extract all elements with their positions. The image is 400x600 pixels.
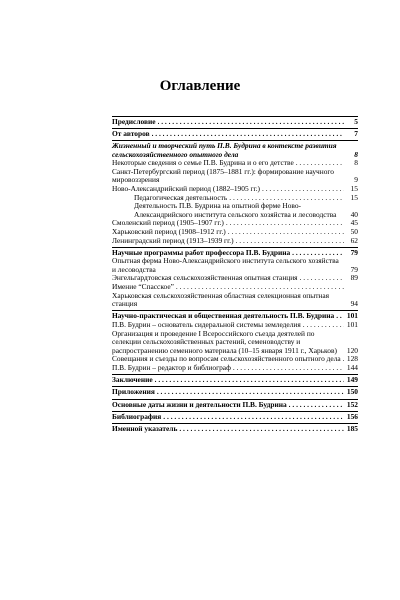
toc-page-number: 9 — [354, 175, 358, 185]
toc-entry-title: Научные программы работ профессора П.В. Будрина — [112, 247, 291, 257]
toc-entry-title: Жизненный и творческий путь П.В. Будрина в контексте развития сельскохозяйственного опытного дела — [112, 140, 337, 159]
toc-page-number: 150 — [346, 387, 358, 397]
toc-entry-title: Ленинградский период (1913–1939 гг.) — [112, 235, 234, 245]
toc-page-number: 45 — [350, 218, 358, 228]
toc-entry[interactable] — [112, 128, 358, 139]
toc-page-number: 5 — [354, 116, 358, 126]
toc-entry-title: Педагогическая деятельность — [134, 192, 228, 202]
table-of-contents — [112, 114, 358, 434]
toc-entry-title: Совещания и съезды по вопросам сельскохозяйственного опытного дела — [112, 354, 341, 364]
toc-page-number: 15 — [350, 192, 358, 202]
toc-page-number: 120 — [346, 345, 358, 355]
toc-page-number: 79 — [350, 247, 358, 257]
toc-page-number: 128 — [346, 354, 358, 364]
toc-page-number: 8 — [354, 158, 358, 168]
toc-page-number: 149 — [346, 375, 358, 385]
toc-entry-title: Опытная ферма Ново-Александрийского института сельского хозяйства и лесоводства — [112, 256, 339, 274]
toc-leader-dots — [289, 401, 344, 410]
toc-page-number: 94 — [350, 299, 358, 309]
toc-leader-dots — [262, 185, 344, 194]
toc-leader-dots — [226, 219, 344, 228]
toc-page-number: 89 — [350, 273, 358, 283]
toc-leader-dots — [155, 376, 344, 385]
toc-entry-title: Некоторые сведения о семье П.В. Будрина и о его детстве — [112, 158, 294, 168]
toc-entry-title: Приложения — [112, 387, 155, 397]
toc-entry[interactable] — [112, 202, 358, 219]
toc-entry[interactable] — [112, 292, 358, 309]
toc-entry-title: Организация и проведение I Всероссийского съезда деятелей по селекции сельскохозяйственных растений, семеноводству и распространению семенного материала (10–15 января 1911 г., Харьков) — [112, 328, 337, 355]
toc-entry-title: Основные даты жизни и деятельности П.В. Будрина — [112, 399, 287, 409]
toc-entry[interactable] — [112, 423, 358, 434]
toc-entry[interactable] — [112, 116, 358, 127]
toc-entry-title: Библиография — [112, 411, 162, 421]
toc-leader-dots — [163, 413, 344, 422]
toc-page-number: 40 — [350, 209, 358, 219]
toc-entry-title: Смоленский период (1905–1907 гг.) — [112, 218, 224, 228]
toc-entry[interactable] — [112, 168, 358, 185]
toc-entry-title: От авторов — [112, 128, 150, 138]
toc-page-number: 144 — [346, 363, 358, 372]
toc-leader-dots — [343, 355, 344, 364]
toc-page-number: 152 — [346, 399, 358, 409]
toc-entry-title: Предисловие — [112, 116, 156, 126]
toc-page-number: 15 — [350, 183, 358, 193]
toc-leader-dots — [158, 118, 344, 127]
toc-leader-dots — [233, 364, 344, 373]
toc-page-number: 101 — [346, 311, 358, 321]
toc-leader-dots — [157, 388, 344, 397]
toc-entry-title: Заключение — [112, 375, 153, 385]
toc-entry[interactable] — [112, 399, 358, 410]
toc-leader-dots — [228, 228, 344, 237]
toc-entry[interactable] — [112, 364, 358, 373]
toc-page-number: 101 — [346, 320, 358, 330]
toc-leader-dots — [236, 237, 344, 246]
toc-entry[interactable] — [112, 374, 358, 385]
toc-entry-title: П.В. Будрин – редактор и библиограф — [112, 363, 231, 372]
toc-entry-title: Энгельгардтовская сельскохозяйственная опытная станция — [112, 273, 298, 283]
toc-entry[interactable] — [112, 386, 358, 397]
toc-entry[interactable] — [112, 140, 358, 159]
toc-entry-title: Научно-практическая и общественная деятельность П.В. Будрина — [112, 311, 335, 321]
toc-page-number: 79 — [350, 264, 358, 274]
toc-entry-title: Харьковский период (1908–1912 гг.) — [112, 226, 226, 236]
toc-page-number: 185 — [346, 423, 358, 433]
toc-leader-dots — [336, 312, 344, 321]
toc-entry-title: П.В. Будрин – основатель сидеральной системы земледелия — [112, 320, 301, 330]
toc-entry-title: Харьковская сельскохозяйственная областная селекционная опытная станция — [112, 290, 330, 309]
page-title: Оглавление — [159, 78, 241, 94]
toc-page-number: 156 — [346, 411, 358, 421]
toc-entry-title: Санкт-Петербургский период (1875–1881 гг.): формирование научного мировоззрения — [112, 166, 334, 185]
toc-entry-title: Имение “Спасское” — [112, 282, 174, 292]
toc-entry-title: Именной указатель — [112, 423, 178, 433]
toc-page-number: 50 — [350, 226, 358, 236]
toc-leader-dots — [179, 425, 344, 434]
toc-entry[interactable] — [112, 411, 358, 422]
toc-entry[interactable] — [112, 257, 358, 274]
toc-entry[interactable] — [112, 330, 358, 356]
toc-entry-title: Ново-Александрийский период (1882–1905 гг.) — [112, 183, 261, 193]
toc-page-number: 62 — [350, 235, 358, 245]
toc-leader-dots — [152, 130, 344, 139]
toc-entry-title: Деятельность П.В. Будрина на опытной ферме Ново-Александрийского института сельского хозяйства и лесоводства — [134, 201, 337, 219]
toc-page-number: 8 — [354, 149, 358, 159]
toc-page-number: 7 — [354, 128, 358, 138]
toc-entry[interactable] — [112, 237, 358, 246]
toc-leader-dots — [300, 274, 344, 283]
